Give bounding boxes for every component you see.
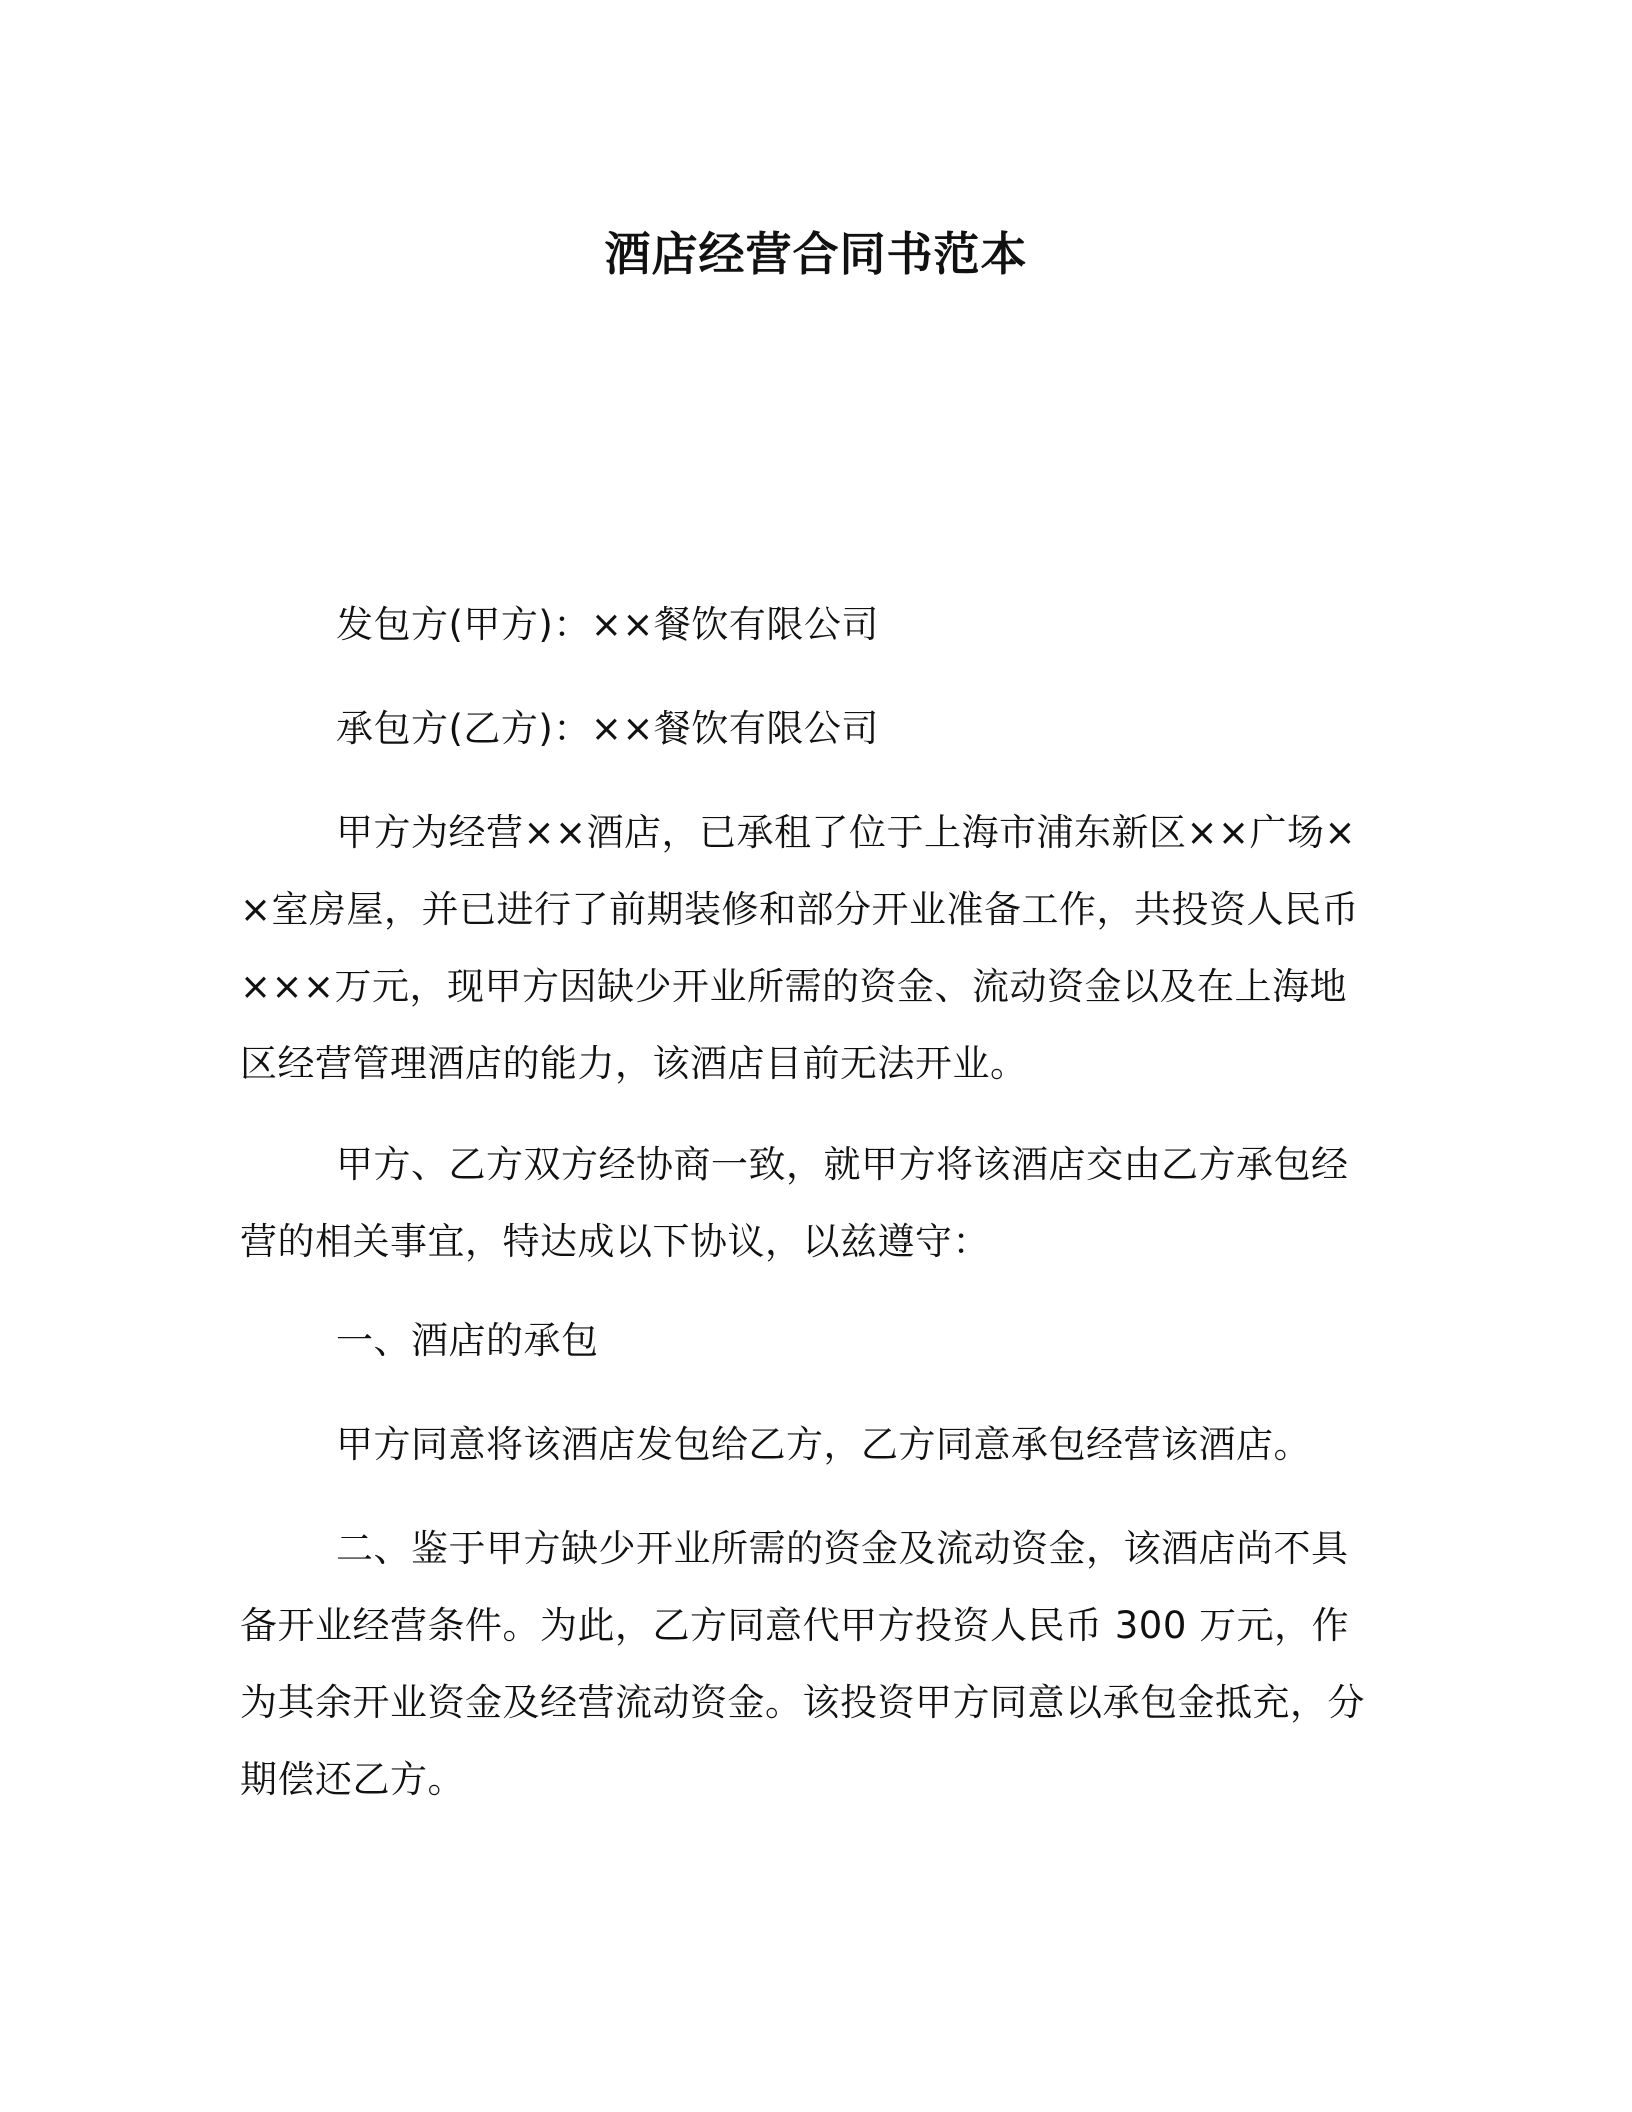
agreement-paragraph: 甲方、乙方双方经协商一致，就甲方将该酒店交由乙方承包经营的相关事宜，特达成以下协议，以兹遵守： [240, 1143, 1349, 1263]
section2-paragraph: 二、鉴于甲方缺少开业所需的资金及流动资金，该酒店尚不具备开业经营条件。为此，乙方同意代甲方投资人民币 300 万元，作为其余开业资金及经营流动资金。该投资甲方同意以承包金抵充，分期偿还乙方。 [240, 1527, 1365, 1801]
party-a-line: 发包方(甲方)：××餐饮有限公司 [336, 603, 879, 646]
intro-paragraph: 甲方为经营××酒店，已承租了位于上海市浦东新区××广场××室房屋，并已进行了前期装修和部分开业准备工作，共投资人民币×××万元，现甲方因缺少开业所需的资金、流动资金以及在上海地区经营管理酒店的能力，该酒店目前无法开业。 [240, 811, 1360, 1085]
party-b-line: 承包方(乙方)：××餐饮有限公司 [336, 707, 879, 750]
document-title: 酒店经营合同书范本 [604, 227, 1028, 281]
section1-heading: 一、酒店的承包 [336, 1319, 599, 1362]
section1-paragraph: 甲方同意将该酒店发包给乙方，乙方同意承包经营该酒店。 [336, 1423, 1311, 1466]
